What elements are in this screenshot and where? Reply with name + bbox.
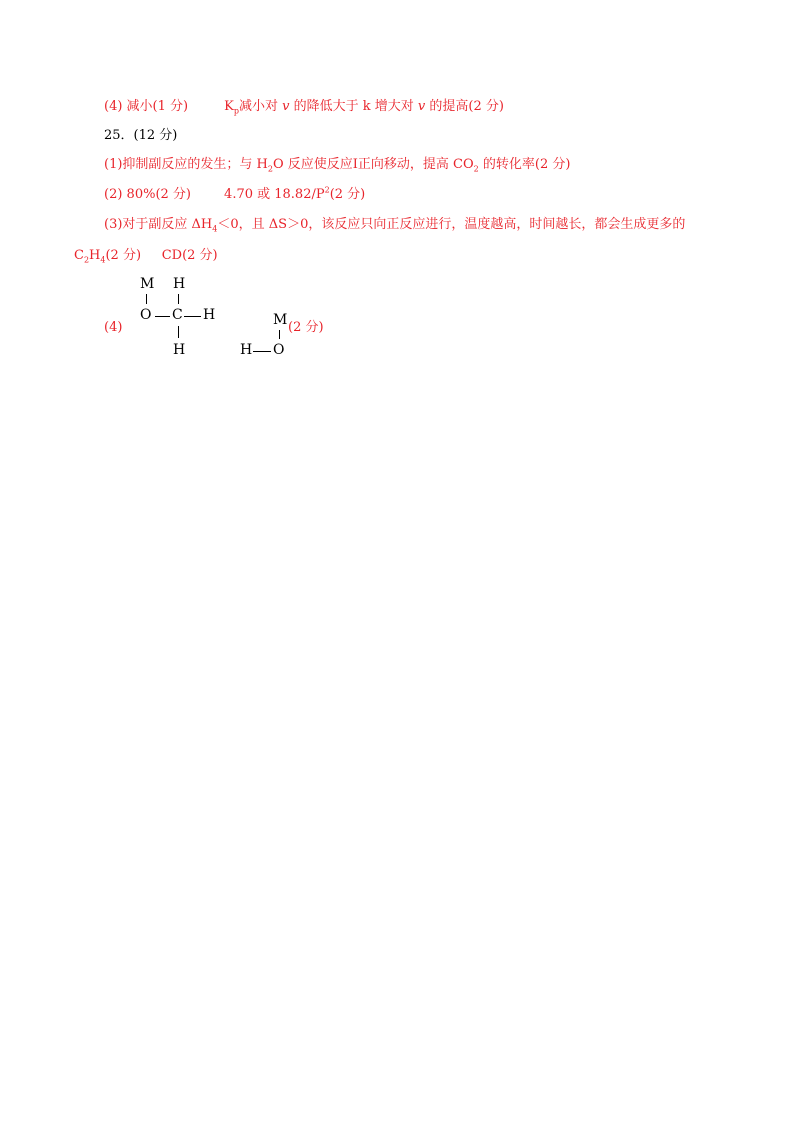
- atom-h-right: H: [203, 307, 216, 323]
- bond-o-c: [155, 316, 170, 317]
- q25-header: 25．(12 分): [104, 128, 178, 143]
- q25-4-score: (2 分): [288, 320, 324, 335]
- bond-h-o-2: [253, 351, 271, 352]
- bond-c-h-right: [184, 316, 201, 317]
- q25-2-answer: (2) 80%(2 分) 4.70 或 $18.82/P^2(2$ 分): [104, 185, 366, 202]
- bond-m-o: [146, 294, 147, 304]
- bond-c-h-bottom: [178, 326, 179, 338]
- atom-o-2: O: [273, 342, 285, 358]
- q25-4-label: (4): [104, 320, 123, 335]
- q24-4-answer: (4) 减小(1 分) $K_p$减小对 v 的降低大于 k 增大对 v 的提高(2 分): [104, 99, 504, 116]
- atom-c: C: [172, 307, 183, 323]
- q25-1-answer: (1)抑制副反应的发生；与 $H_2O$ 反应使反应Ⅰ正向移动，提高 $CO_2$ 的转化率(2 分): [104, 157, 571, 174]
- bond-m-o-2: [279, 330, 280, 339]
- atom-h-top: H: [173, 276, 186, 292]
- q25-3-answer-cont: $C_2H_4(2$ 分) CD(2 分): [74, 248, 218, 265]
- atom-o: O: [140, 307, 152, 323]
- atom-h-2: H: [240, 342, 253, 358]
- atom-m-2: M: [273, 312, 288, 328]
- q25-3-answer: (3)对于副反应 $\Delta H_4<0$，且 ΔS＞0，该反应只向正反应进行，温度越高，时间越长，都会生成更多的: [104, 217, 686, 234]
- atom-m: M: [140, 276, 155, 292]
- bond-c-h-top: [178, 294, 179, 304]
- atom-h-bottom: H: [173, 342, 186, 358]
